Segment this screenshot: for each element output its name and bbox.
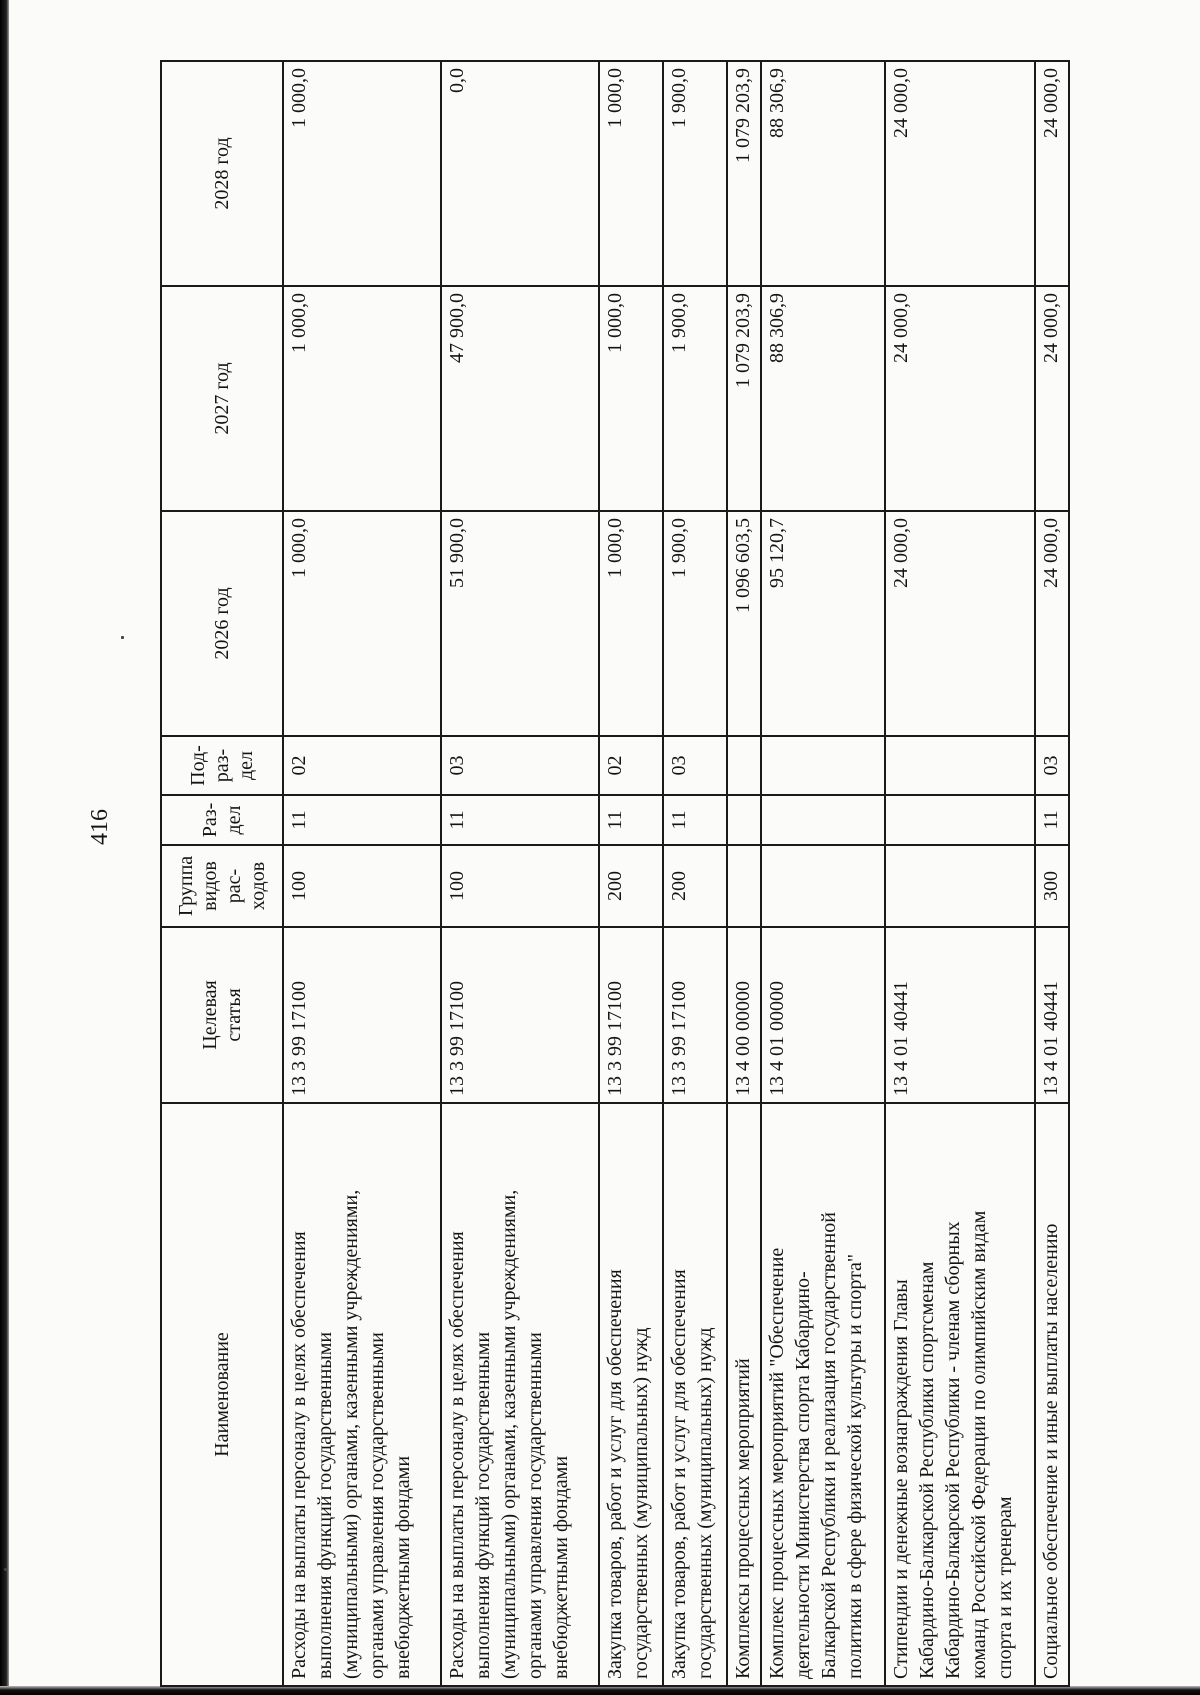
- row-2026-value: 1 000,0: [283, 511, 441, 736]
- row-2028-value: 24 000,0: [1035, 61, 1069, 286]
- row-2027-value: 24 000,0: [1035, 286, 1069, 511]
- scan-speck: [4, 1568, 7, 1571]
- row-name: Стипендии и денежные вознаграждения Главы Кабардино-Балкарской Республики спортсменам Кабардино-Балкарской Республики - членам сборных команд Российской Федерации по олимпийским видам спорта и их тренерам: [885, 1103, 1035, 1686]
- table-row: [599, 61, 663, 1686]
- row-section: 11: [441, 795, 599, 845]
- row-section: [727, 795, 761, 845]
- row-expense-group: 100: [283, 845, 441, 927]
- table-row: [663, 61, 727, 1686]
- header-name: Наименование: [161, 1103, 283, 1686]
- row-2028-value: 1 000,0: [599, 61, 663, 286]
- table-row: [761, 61, 885, 1686]
- budget-table-rotated: [160, 62, 1062, 1687]
- table-header-row: [161, 61, 283, 1686]
- table-row: [885, 61, 1035, 1686]
- row-subsection: 03: [441, 736, 599, 795]
- row-target-article: 13 4 01 40441: [885, 927, 1035, 1103]
- row-2027-value: 1 900,0: [663, 286, 727, 511]
- budget-table: [160, 60, 1070, 1687]
- row-2028-value: 1 900,0: [663, 61, 727, 286]
- row-target-article: 13 3 99 17100: [599, 927, 663, 1103]
- row-target-article: 13 3 99 17100: [663, 927, 727, 1103]
- row-subsection: 03: [663, 736, 727, 795]
- row-target-article: 13 3 99 17100: [283, 927, 441, 1103]
- row-subsection: 03: [1035, 736, 1069, 795]
- row-target-article: 13 3 99 17100: [441, 927, 599, 1103]
- row-2026-value: 24 000,0: [1035, 511, 1069, 736]
- header-subsection: Под- раз- дел: [161, 736, 283, 795]
- row-target-article: 13 4 01 40441: [1035, 927, 1069, 1103]
- row-subsection: [761, 736, 885, 795]
- row-2026-value: 1 096 603,5: [727, 511, 761, 736]
- row-expense-group: 100: [441, 845, 599, 927]
- row-section: 11: [1035, 795, 1069, 845]
- row-expense-group: 300: [1035, 845, 1069, 927]
- row-section: 11: [283, 795, 441, 845]
- row-target-article: 13 4 01 00000: [761, 927, 885, 1103]
- row-2026-value: 1 900,0: [663, 511, 727, 736]
- row-2026-value: 95 120,7: [761, 511, 885, 736]
- row-subsection: 02: [599, 736, 663, 795]
- header-expense-group: Группа видов рас- ходов: [161, 845, 283, 927]
- row-2026-value: 24 000,0: [885, 511, 1035, 736]
- header-section: Раз- дел: [161, 795, 283, 845]
- scan-speck: [121, 636, 124, 639]
- row-target-article: 13 4 00 00000: [727, 927, 761, 1103]
- row-2028-value: 0,0: [441, 61, 599, 286]
- row-subsection: 02: [283, 736, 441, 795]
- row-section: [885, 795, 1035, 845]
- row-name: Расходы на выплаты персоналу в целях обеспечения выполнения функций государственными (муниципальными) органами, казенными учреждениями, органами управления государственными внебюджетными фондами: [283, 1103, 441, 1686]
- row-name: Расходы на выплаты персоналу в целях обеспечения выполнения функций государственными (муниципальными) органами, казенными учреждениями, органами управления государственными внебюджетными фондами: [441, 1103, 599, 1686]
- row-2027-value: 1 000,0: [283, 286, 441, 511]
- header-2028: 2028 год: [161, 61, 283, 286]
- row-2027-value: 24 000,0: [885, 286, 1035, 511]
- row-expense-group: [761, 845, 885, 927]
- row-name: Комплексы процессных мероприятий: [727, 1103, 761, 1686]
- row-2027-value: 88 306,9: [761, 286, 885, 511]
- page-number: 416: [87, 809, 113, 845]
- row-2028-value: 1 079 203,9: [727, 61, 761, 286]
- row-2026-value: 51 900,0: [441, 511, 599, 736]
- row-expense-group: [727, 845, 761, 927]
- row-name: Закупка товаров, работ и услуг для обеспечения государственных (муниципальных) нужд: [599, 1103, 663, 1686]
- row-2027-value: 1 000,0: [599, 286, 663, 511]
- header-target-article: Целевая статья: [161, 927, 283, 1103]
- row-section: 11: [663, 795, 727, 845]
- scan-bottom-edge: [0, 1686, 1200, 1695]
- header-2026: 2026 год: [161, 511, 283, 736]
- table-row: [727, 61, 761, 1686]
- row-expense-group: 200: [663, 845, 727, 927]
- row-name: Комплекс процессных мероприятий "Обеспечение деятельности Министерства спорта Кабардино- Балкарской Республики и реализация государственной политики в сфере физической культуры и спорта": [761, 1103, 885, 1686]
- row-2028-value: 88 306,9: [761, 61, 885, 286]
- row-2027-value: 1 079 203,9: [727, 286, 761, 511]
- row-2028-value: 24 000,0: [885, 61, 1035, 286]
- row-2026-value: 1 000,0: [599, 511, 663, 736]
- scan-left-edge: [0, 0, 9, 1695]
- row-section: 11: [599, 795, 663, 845]
- header-2027: 2027 год: [161, 286, 283, 511]
- row-2028-value: 1 000,0: [283, 61, 441, 286]
- row-subsection: [885, 736, 1035, 795]
- row-section: [761, 795, 885, 845]
- table-row: [283, 61, 441, 1686]
- row-subsection: [727, 736, 761, 795]
- table-row: [1035, 61, 1069, 1686]
- row-2027-value: 47 900,0: [441, 286, 599, 511]
- row-expense-group: [885, 845, 1035, 927]
- table-row: [441, 61, 599, 1686]
- row-name: Социальное обеспечение и иные выплаты населению: [1035, 1103, 1069, 1686]
- row-name: Закупка товаров, работ и услуг для обеспечения государственных (муниципальных) нужд: [663, 1103, 727, 1686]
- row-expense-group: 200: [599, 845, 663, 927]
